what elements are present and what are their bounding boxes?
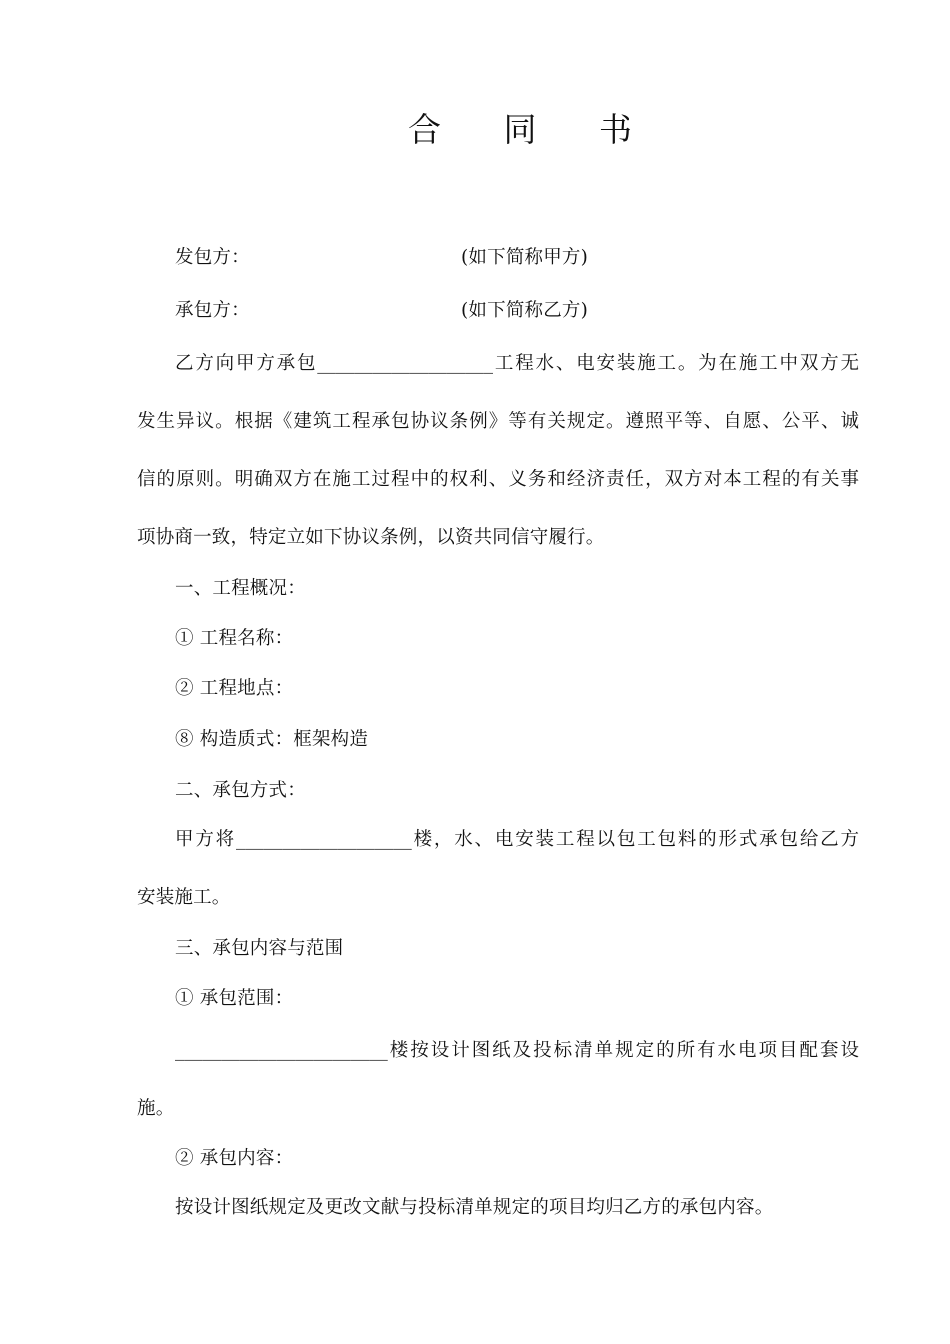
intro-line: 信的原则。明确双方在施工过程中的权利、义务和经济责任，双方对本工程的有关事 — [137, 469, 859, 490]
section-2-body-line: 安装施工。 — [137, 887, 231, 908]
section-3-heading: 三、承包内容与范围 — [175, 938, 344, 959]
project-location-item: ② 工程地点： — [175, 678, 294, 699]
section-1-heading: 一、工程概况： — [175, 578, 306, 599]
party-b-label: 承包方： — [175, 300, 250, 321]
scope-body-line: 施。 — [137, 1098, 175, 1119]
party-a-label: 发包方： — [175, 247, 250, 268]
scope-heading: ① 承包范围： — [175, 988, 294, 1009]
content-body: 按设计图纸规定及更改文献与投标清单规定的项目均归乙方的承包内容。 — [175, 1197, 774, 1218]
intro-line: 乙方向甲方承包___________________工程水、电安装施工。为在施工中双方无 — [175, 353, 859, 374]
intro-line: 项协商一致，特定立如下协议条例，以资共同信守履行。 — [137, 527, 605, 548]
section-2-heading: 二、承包方式： — [175, 780, 306, 801]
document-title: 合 同 书 — [408, 110, 658, 149]
section-2-body-line: 甲方将___________________楼，水、电安装工程以包工包料的形式承包给乙方 — [175, 829, 859, 850]
scope-body-line: _______________________楼按设计图纸及投标清单规定的所有水电项目配套设 — [175, 1040, 859, 1061]
project-name-item: ① 工程名称： — [175, 628, 294, 649]
intro-line: 发生异议。根据《建筑工程承包协议条例》等有关规定。遵照平等、自愿、公平、诚 — [137, 411, 859, 432]
party-b-note: (如下简称乙方) — [461, 300, 589, 321]
content-heading: ② 承包内容： — [175, 1148, 294, 1169]
project-structure-item: ⑧ 构造质式：框架构造 — [175, 729, 369, 750]
party-a-note: (如下简称甲方) — [461, 247, 589, 268]
